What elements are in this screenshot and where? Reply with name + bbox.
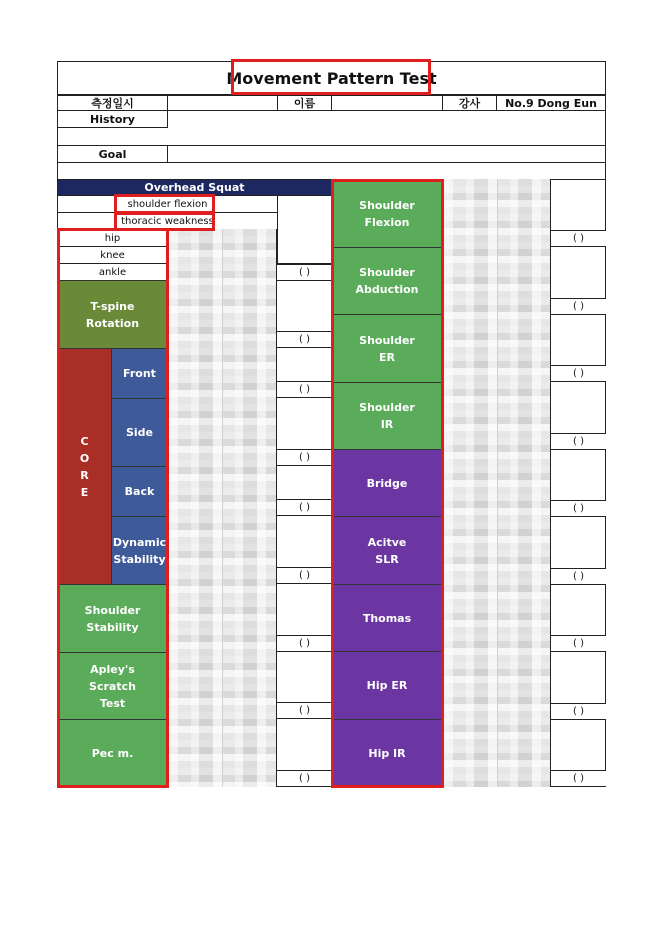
title-row (57, 61, 606, 95)
right-score-7[interactable]: ( ) (551, 635, 606, 652)
right-score-9[interactable]: ( ) (551, 770, 606, 787)
core-back: Back (111, 466, 168, 517)
right-hip-ir: Hip IR (331, 719, 443, 787)
right-photo-divider (497, 179, 498, 787)
left-score-6[interactable]: ( ) (277, 567, 332, 584)
thoracic-weakness-item: thoracic weakness (57, 212, 278, 230)
right-shoulder-ir: Shoulder IR (331, 382, 443, 450)
right-score-6[interactable]: ( ) (551, 568, 606, 585)
right-thomas: Thomas (331, 584, 443, 652)
goal-label: Goal (57, 145, 168, 163)
left-score-1[interactable]: ( ) (277, 264, 332, 281)
core-label: C O R E (57, 348, 112, 585)
hip-item: hip (57, 229, 168, 247)
date-field[interactable] (167, 95, 278, 111)
left-score-8[interactable]: ( ) (277, 702, 332, 719)
tspine-rotation: T-spine Rotation (57, 280, 168, 349)
right-score-3[interactable]: ( ) (551, 365, 606, 382)
right-bridge: Bridge (331, 449, 443, 517)
right-score-1[interactable]: ( ) (551, 230, 606, 247)
core-side: Side (111, 398, 168, 467)
left-score-3[interactable]: ( ) (277, 381, 332, 398)
history-field[interactable] (167, 110, 606, 128)
goal-field[interactable] (167, 145, 606, 163)
core-front: Front (111, 348, 168, 399)
left-score-4[interactable]: ( ) (277, 449, 332, 466)
right-score-4[interactable]: ( ) (551, 433, 606, 450)
name-field[interactable] (331, 95, 443, 111)
left-photo-divider (222, 229, 223, 787)
right-shoulder-flexion: Shoulder Flexion (331, 179, 443, 248)
right-score-2[interactable]: ( ) (551, 298, 606, 315)
core-dynamic-stability: Dynamic Stability (111, 516, 168, 585)
shoulder-stability: Shoulder Stability (57, 584, 168, 653)
right-shoulder-er: Shoulder ER (331, 314, 443, 383)
ankle-item: ankle (57, 263, 168, 281)
left-score-2[interactable]: ( ) (277, 331, 332, 348)
knee-item: knee (57, 246, 168, 264)
right-shoulder-abduction: Shoulder Abduction (331, 247, 443, 315)
left-score-9[interactable]: ( ) (277, 770, 332, 787)
right-notes-column (551, 179, 606, 787)
overhead-squat-notes[interactable] (277, 195, 332, 264)
pec-minor: Pec m. (57, 719, 168, 787)
right-score-8[interactable]: ( ) (551, 703, 606, 720)
right-hip-er: Hip ER (331, 651, 443, 720)
apleys-scratch-test: Apley's Scratch Test (57, 652, 168, 720)
right-score-5[interactable]: ( ) (551, 500, 606, 517)
left-score-7[interactable]: ( ) (277, 635, 332, 652)
history-label: History (57, 110, 168, 128)
instructor-value: No.9 Dong Eun (496, 95, 606, 111)
left-score-5[interactable]: ( ) (277, 499, 332, 516)
page-title: Movement Pattern Test (226, 68, 437, 88)
instructor-label: 강사 (442, 95, 497, 111)
right-active-slr: Acitve SLR (331, 516, 443, 585)
shoulder-flexion-item: shoulder flexion (57, 195, 278, 213)
date-label: 측정일시 (57, 95, 168, 111)
overhead-squat-header: Overhead Squat (57, 179, 332, 196)
name-label: 이름 (277, 95, 332, 111)
